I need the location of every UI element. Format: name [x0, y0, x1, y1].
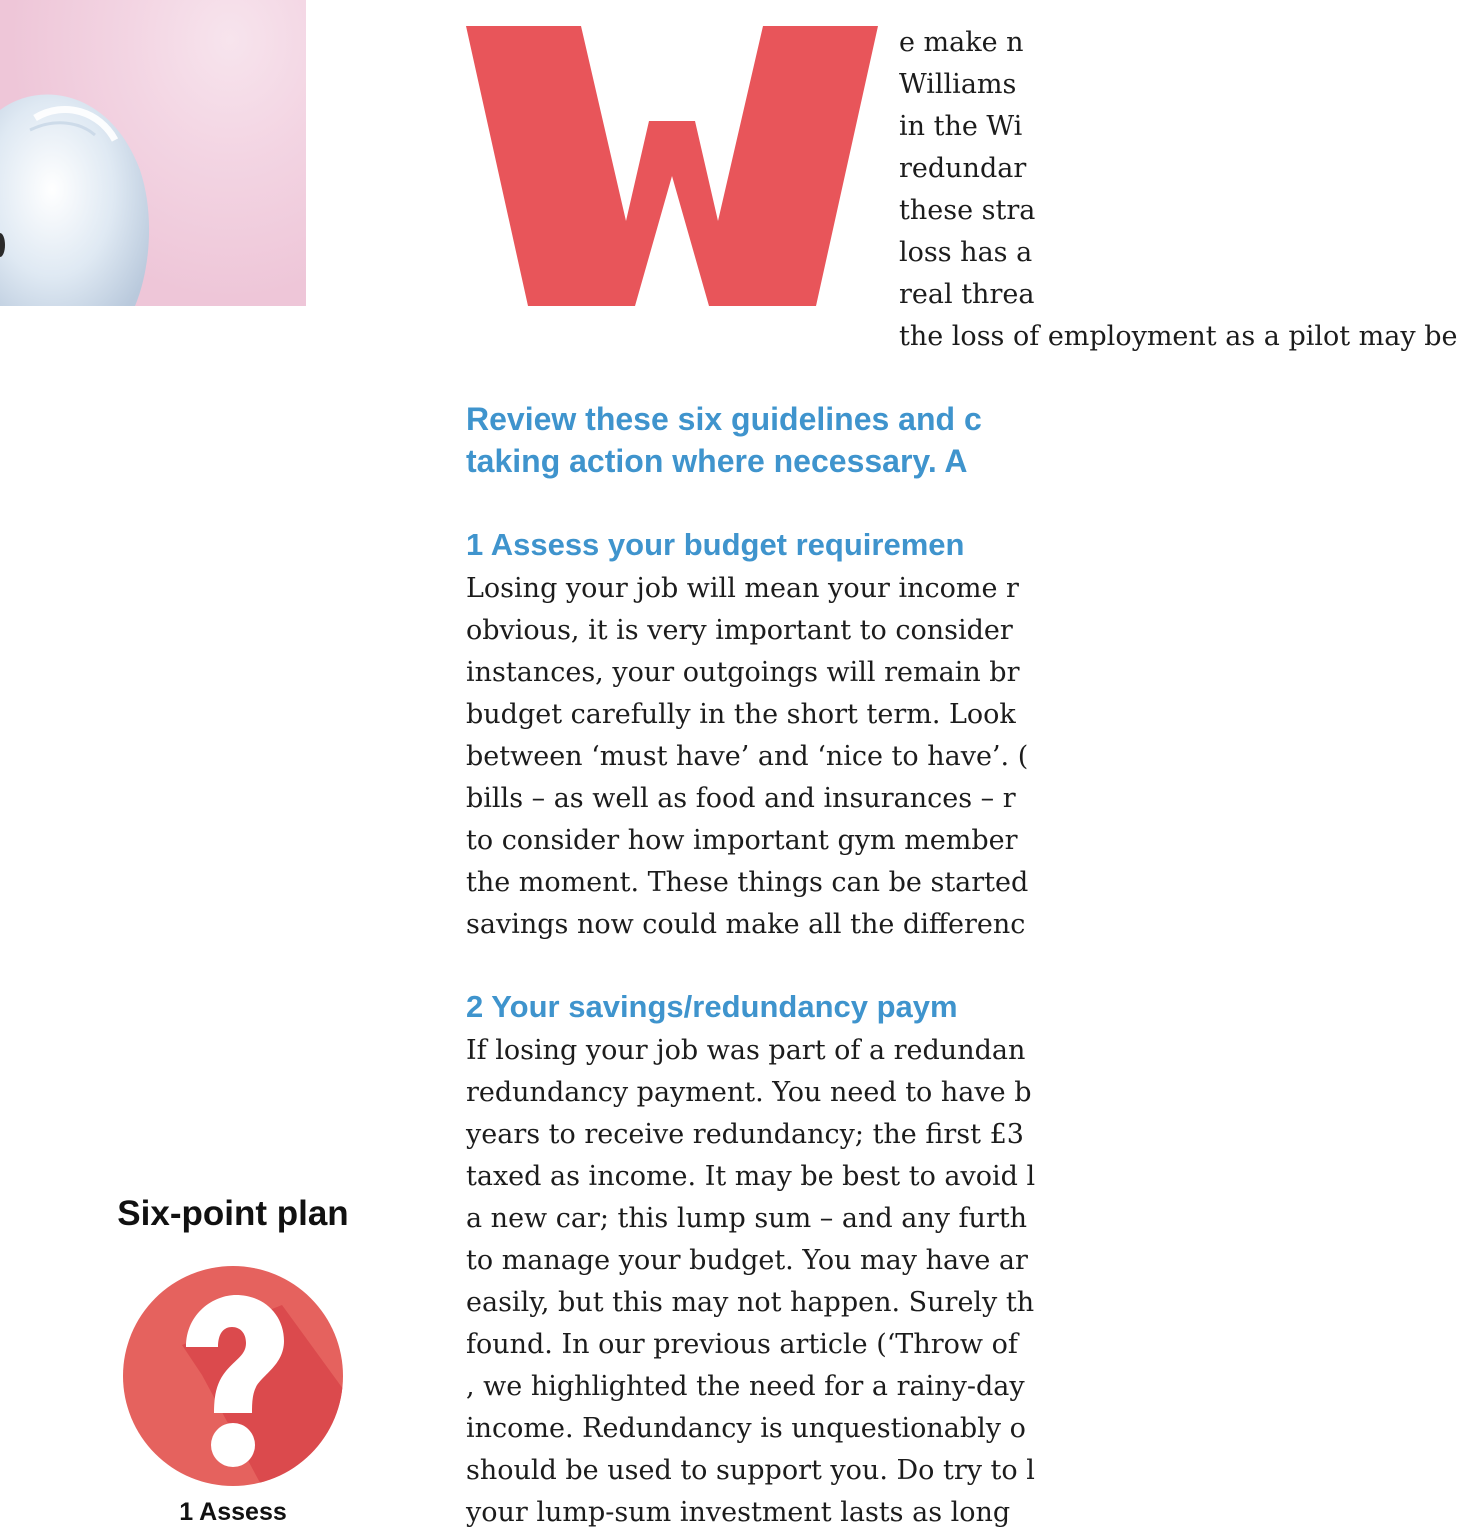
intro-line: real threa — [899, 279, 1035, 310]
intro-line: loss has a — [899, 237, 1033, 268]
body-line: years to receive redundancy; the first £3 — [466, 1119, 1024, 1150]
body-line: should be used to support you. Do try to l — [466, 1455, 1035, 1486]
section-1-heading: 1 Assess your budget requiremen — [466, 527, 965, 562]
body-line: the moment. These things can be started — [466, 867, 1029, 898]
body-line: to consider how important gym member — [466, 825, 1018, 856]
intro-line: e make n — [899, 27, 1024, 58]
body-line: budget carefully in the short term. Look — [466, 699, 1016, 730]
drop-cap-w-glyph — [466, 26, 878, 306]
body-line: obvious, it is very important to consider — [466, 615, 1013, 646]
six-point-plan-title: Six-point plan — [117, 1194, 349, 1233]
intro-line: in the Wi — [899, 111, 1023, 142]
body-line: If losing your job was part of a redundan — [466, 1035, 1026, 1066]
intro-line: redundar — [899, 153, 1027, 184]
header-photo — [0, 0, 306, 306]
body-line: between ‘must have’ and ‘nice to have’. ( — [466, 741, 1029, 772]
body-line: easily, but this may not happen. Surely th — [466, 1287, 1035, 1318]
intro-line: Williams — [899, 69, 1017, 100]
lede-line: taking action where necessary. A — [466, 443, 968, 479]
drop-cap-letter — [466, 26, 878, 306]
body-line: Losing your job will mean your income r — [466, 573, 1019, 604]
section-2-heading: 2 Your savings/redundancy paym — [466, 989, 958, 1024]
body-line: your lump-sum investment lasts as long — [466, 1497, 1011, 1528]
question-mark-icon — [122, 1265, 344, 1487]
body-line: income. Redundancy is unquestionably o — [466, 1413, 1026, 1444]
body-line: a new car; this lump sum – and any furth — [466, 1203, 1028, 1234]
intro-line: the loss of employment as a pilot may be — [899, 321, 1457, 352]
glass-bubble-illustration — [0, 0, 306, 306]
body-line: savings now could make all the differenc — [466, 909, 1026, 940]
body-line: bills – as well as food and insurances – r — [466, 783, 1016, 814]
body-line: found. In our previous article (‘Throw of — [466, 1329, 1018, 1360]
lede-line: Review these six guidelines and c — [466, 401, 982, 437]
body-line: to manage your budget. You may have ar — [466, 1245, 1028, 1276]
body-line: taxed as income. It may be best to avoid l — [466, 1161, 1036, 1192]
body-line: instances, your outgoings will remain br — [466, 657, 1020, 688]
body-line: redundancy payment. You need to have b — [466, 1077, 1032, 1108]
intro-line: these stra — [899, 195, 1036, 226]
body-line: , we highlighted the need for a rainy-day — [466, 1371, 1025, 1402]
plan-step-caption: 1 Assess — [179, 1498, 287, 1526]
